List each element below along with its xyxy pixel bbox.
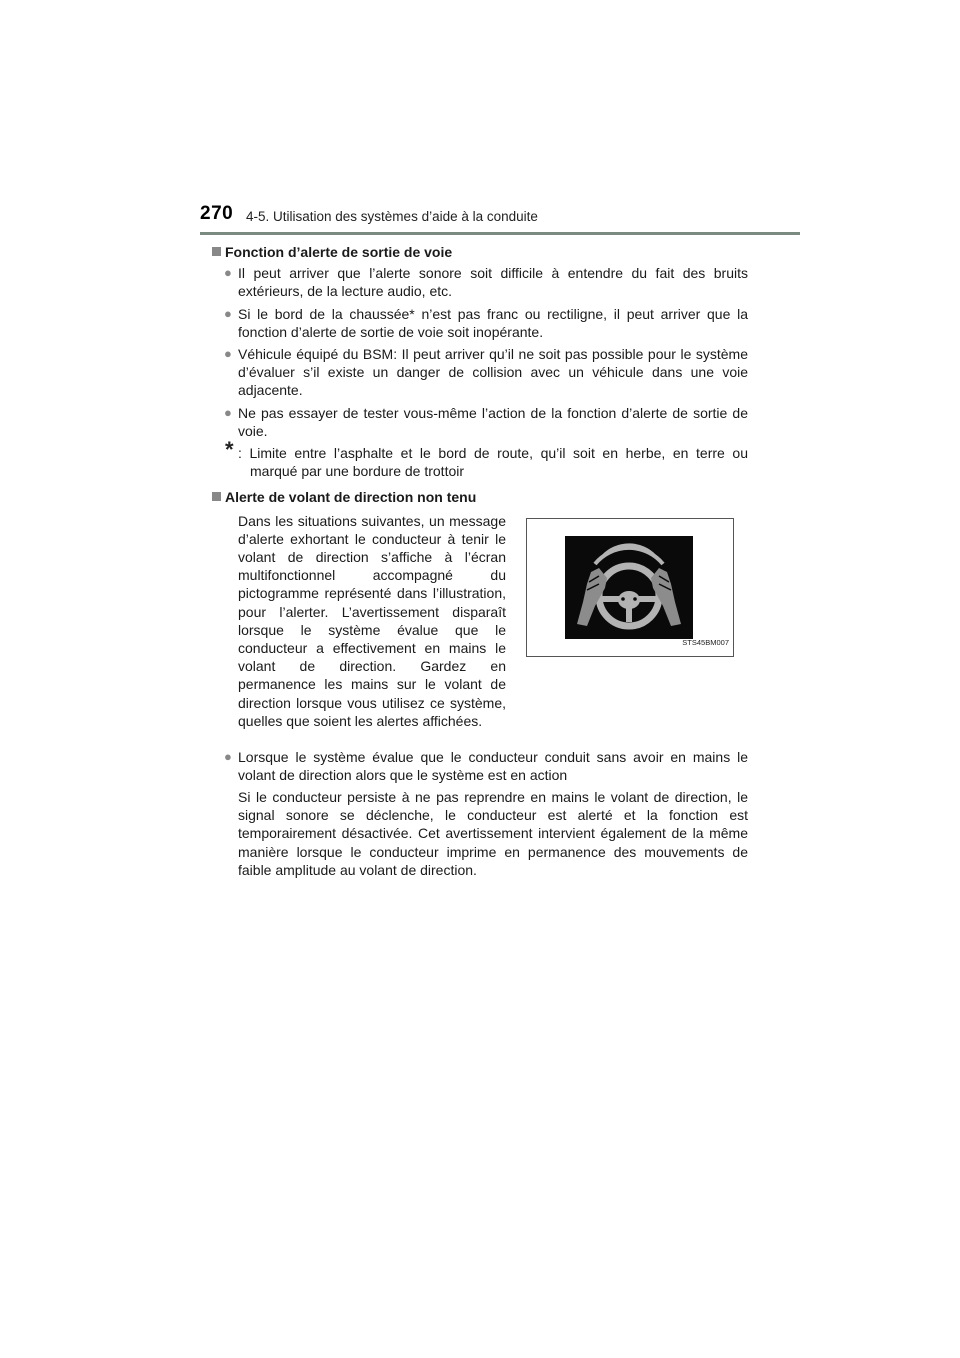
hands-on-wheel-warning-icon bbox=[565, 536, 693, 639]
square-bullet-icon bbox=[212, 247, 221, 256]
asterisk-icon: * bbox=[225, 437, 234, 463]
list-item: ● Ne pas essayer de tester vous-même l’action de la fonction d’alerte de sortie de voie. bbox=[224, 404, 748, 439]
round-bullet-icon: ● bbox=[224, 346, 232, 362]
section-title: Fonction d’alerte de sortie de voie bbox=[225, 244, 453, 260]
section-heading-lane-departure bbox=[212, 243, 748, 261]
list-item: ● Il peut arriver que l’alerte sonore soit difficile à entendre du fait des bruits extérieurs, de la lecture audio, etc. bbox=[224, 265, 748, 300]
round-bullet-icon: ● bbox=[224, 305, 232, 321]
chapter-title: 4-5. Utilisation des systèmes d’aide à la conduite bbox=[246, 209, 538, 224]
header-rule bbox=[200, 232, 800, 235]
round-bullet-icon: ● bbox=[224, 748, 232, 764]
list-item: ● Lorsque le système évalue que le conducteur conduit sans avoir en mains le volant de direction alors que le système est en action bbox=[224, 748, 748, 783]
square-bullet-icon bbox=[212, 492, 221, 501]
illustration-code: STS45BM007 bbox=[682, 638, 729, 648]
list-item: ● Véhicule équipé du BSM: Il peut arriver qu’il ne soit pas possible pour le système d’évaluer s’il existe un danger de collision avec un véhicule dans une voie adjacente. bbox=[224, 346, 748, 399]
section-title: Alerte de volant de direction non tenu bbox=[225, 489, 477, 506]
intro-with-illustration bbox=[212, 510, 748, 748]
footnote: * : Limite entre l’asphalte et le bord de route, qu’il soit en herbe, en terre ou marqué par une bordure de trottoir bbox=[225, 437, 748, 480]
illustration-frame bbox=[526, 518, 734, 657]
detail-paragraph: Si le conducteur persiste à ne pas reprendre en mains le volant de direction, le signal sonore se déclenche, le conducteur est alerté et la fonction est temporairement désactivée. Cet avertissement intervient également de la même manière lorsque le conducteur imprime en permanence des mouvements de faible amplitude au volant de direction. bbox=[238, 789, 748, 878]
page-number: 270 bbox=[200, 203, 234, 224]
round-bullet-icon: ● bbox=[224, 265, 232, 281]
list-item: ● Si le bord de la chaussée* n’est pas franc ou rectiligne, il peut arriver que la fonction d’alerte de sortie de voie soit inopérante. bbox=[224, 305, 748, 340]
section-heading-hands-off bbox=[212, 488, 748, 506]
round-bullet-icon: ● bbox=[224, 404, 232, 420]
page-content bbox=[212, 243, 748, 893]
intro-paragraph: Dans les situations suivantes, un message d’alerte exhortant le conducteur à tenir le volant de direction s’affiche à l’écran multifonctionnel accompagné du pictogramme représenté dans l’illustration, pour l’alerter. L’avertissement disparaît lorsque le système évalue que le conducteur a effectivement en mains le volant de direction. Gardez en permanence les mains sur le volant de direction lorsque vous utilisez ce système, quelles que soient les alertes affichées. bbox=[238, 512, 506, 729]
